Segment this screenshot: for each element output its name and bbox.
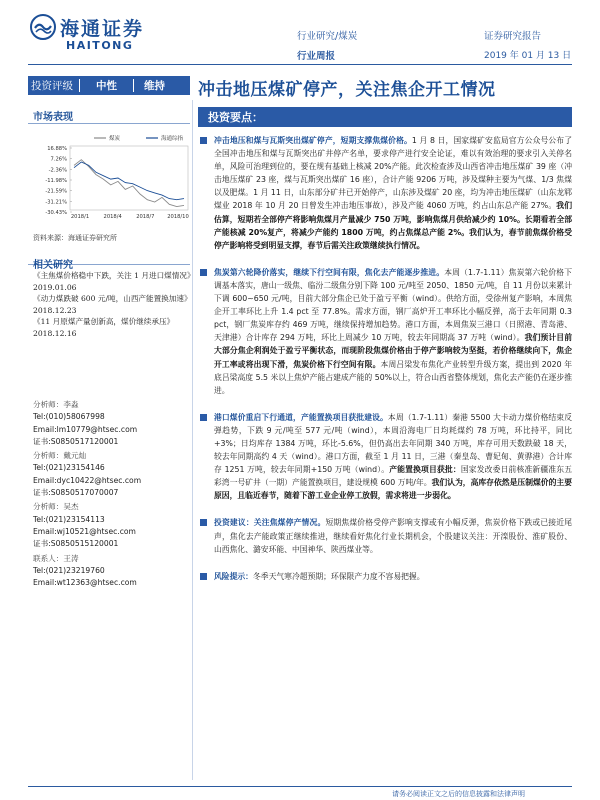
analyst-email[interactable]: Email:dyc10422@htsec.com xyxy=(33,475,142,485)
logo-english: HAITONG xyxy=(66,39,134,52)
rating-status: 维持 xyxy=(144,80,165,92)
key-point xyxy=(198,516,572,555)
analyst-name: 分析师：吴杰 xyxy=(33,502,79,512)
key-point xyxy=(198,134,572,252)
industry-category: 行业研究/煤炭 xyxy=(297,31,358,42)
square-bullet-icon xyxy=(200,573,207,580)
rating-label: 投资评级 xyxy=(31,80,73,92)
y-tick-label: -30.43% xyxy=(45,210,67,216)
chart-source: 资料来源：海通证券研究所 xyxy=(33,234,117,242)
analyst-cert: 证书:S0850517070007 xyxy=(33,488,119,498)
point-heading: 港口煤价重启下行通道，产能置换项目获批建设。 xyxy=(214,412,388,422)
point-key: 我们预计目前大部分焦企利润处于盈亏平衡状态，而现阶段焦煤价格由于停产影响较为坚挺，若价格继续向下，焦企开工率或将出现下滑，焦炭价格下行空间有限。 xyxy=(214,333,572,369)
point-body: 冬季天气寒冷超预期；环保限产力度不容易把握。 xyxy=(252,571,425,581)
analyst-tel: Tel:(010)58067998 xyxy=(33,412,105,422)
key-point xyxy=(198,570,572,583)
point-heading: 投资建议：关注焦煤停产情况。 xyxy=(214,518,326,528)
square-bullet-icon xyxy=(200,519,207,526)
header-divider xyxy=(28,64,572,65)
x-tick-label: 2018/1 xyxy=(70,214,90,220)
related-item[interactable]: 《动力煤跌破 600 元/吨，山西产能置换加速》2018.12.23 xyxy=(33,294,192,315)
report-date: 2019 年 01 月 13 日 xyxy=(484,51,572,61)
report-label: 证券研究报告 xyxy=(484,31,542,42)
chart-frame xyxy=(70,146,188,210)
key-points xyxy=(198,134,572,597)
point-tail: 本周吕梁发布焦化产业转型升级方案，提出到 2020 年底吕梁高度 5.5 米以上焦炉产能占建成产能的 50%以上，符合山西省整体规划，焦化去产能仍在逐步推进。 xyxy=(214,359,572,395)
legend-label: 海通综指 xyxy=(161,136,184,142)
square-bullet-icon xyxy=(200,414,207,421)
point-body: 本周（1.7-1.11）焦炭第六轮价格下调基本落实，唐山一级焦、临汾二级焦分别下降 100 元/吨至 2050、1850 元/吨，自 11 月份以来累计下调 600~650 元/吨，目前大部分焦企已处于盈亏平衡（wind）。供给方面，受徐州复产影响，本周焦企开工率环比上升 1.4 pct 至 77.8%。需求方面，钢厂高炉开工率环比小幅反弹，高于去年同期 0.3 pct，钢厂焦炭库存约 469 万吨，继续保持增加趋势。港口方面，本周焦炭三港口（日照港、青岛港、天津港）合计库存 294 万吨，环比上周减少 10 万吨，较去年同期高 37 万吨（wind）。 xyxy=(214,267,573,343)
y-tick-label: -2.36% xyxy=(48,167,67,174)
analyst-email[interactable]: Email:lm10779@htsec.com xyxy=(33,424,138,434)
analyst-tel: Tel:(021)23154113 xyxy=(33,514,105,524)
x-tick-label: 2018/7 xyxy=(136,214,155,220)
analyst-contacts xyxy=(33,399,193,591)
point-heading: 冲击地压和煤与瓦斯突出煤矿停产，短期支撑焦煤价格。 xyxy=(214,136,412,145)
haitong-logo-icon xyxy=(30,14,56,40)
analyst-block xyxy=(33,450,193,499)
key-point xyxy=(198,266,572,397)
report-header xyxy=(0,0,600,62)
key-points-header: 投资要点： xyxy=(198,107,572,127)
analyst-tel: Tel:(021)23154146 xyxy=(33,463,105,473)
key-point xyxy=(198,411,572,503)
analyst-block xyxy=(33,399,193,448)
point-heading: 焦炭第六轮降价落实，继续下行空间有限，焦化去产能逐步推进。 xyxy=(214,267,445,277)
point-heading: 风险提示： xyxy=(214,571,253,581)
related-item[interactable]: 《11 月原煤产量创新高，煤价继续承压》2018.12.16 xyxy=(33,317,175,338)
legend-label: 煤炭 xyxy=(109,136,121,142)
analyst-cert: 证书:S0850517120001 xyxy=(33,436,119,446)
y-tick-label: 7.26% xyxy=(50,156,67,163)
point-body: 本周（1.7-1.11）秦港 5500 大卡动力煤价格结束反弹趋势，下跌 9 元/吨至 577 元/吨（wind），本周沿海电厂日均耗煤约 78 万吨，环比持平，同比+3%；日均库存 1384 万吨，环比-5.6%，但仍高出去年同期 340 万吨，库存可用天数跌破 18 天，较去年同期高约 4 天（wind）。港口方面，截至 1 月 11 日，三港（秦皇岛、曹妃甸、黄骅港）合计库存 1251 万吨，较去年同期+150 万吨（wind）。 xyxy=(214,412,572,475)
y-tick-label: -31.21% xyxy=(45,199,67,206)
contact-name: 联系人：王涛 xyxy=(33,553,79,563)
related-research-list xyxy=(33,270,193,340)
market-chart-svg xyxy=(30,130,192,222)
market-divider xyxy=(28,123,190,124)
report-kind: 行业周报 xyxy=(297,51,336,62)
point-body: 1 月 8 日，国家煤矿安监局官方公众号公布了全国冲击地压和煤与瓦斯突出矿井停产名单，要求停产进行安全论证，难以有效治理的要求引入关停名单，风险可治理到位的，要在规有基础上核减 20%产能。此次检查涉及山西省冲击地压煤矿 39 座（冲击地压煤矿 23 座，煤与瓦斯突出煤矿 16 座），合计产能 9206 万吨，涉及煤种主要为气煤、1/3 焦煤以及肥煤。1 月 11 日，山东部分矿井已开始停产，山东涉及煤矿 20 座，均为冲击地压煤矿（山东龙郓煤业 2018 年 10 月 20 日曾发生冲击地压事故），涉及产能 4060 万吨，约占山东总产能 27%。 xyxy=(214,136,572,211)
y-tick-label: -21.59% xyxy=(45,188,67,195)
analyst-block xyxy=(33,553,193,590)
x-tick-label: 2018/10 xyxy=(167,214,189,220)
point-key: 我们认为，高库存依然是压制煤价的主要原因，且临近春节，随着下游工业企业停工放假，需求将进一步弱化。 xyxy=(214,478,573,501)
logo-chinese: 海通证券 xyxy=(60,18,145,40)
haitong-logo xyxy=(30,14,160,54)
analyst-cert: 证书:S0850515120001 xyxy=(33,539,119,549)
analyst-email[interactable]: Email:wt12363@htsec.com xyxy=(33,578,137,588)
point-tail: 国家发改委日前核准新疆准东五彩湾一号矿井（一期）产能置换项目，建设规模 600 万吨/年。 xyxy=(214,465,573,488)
analyst-name: 分析师：戴元灿 xyxy=(33,451,87,461)
point-key: 我们估算，短期若全部停产将影响焦煤月产量减少 750 万吨，影响焦煤月供给减少约 10%。长期看若全部产能核减 20%复产，将减少产能约 1800 万吨，约占焦煤总产能 2%。我们认为，春节前焦煤价格受停产影响将受到明显支撑，春节后需关注政策继续执行情况。 xyxy=(214,201,573,250)
footer-divider xyxy=(28,786,572,787)
analyst-name: 分析师：李淼 xyxy=(33,400,79,409)
related-research-label: 相关研究 xyxy=(33,260,73,271)
analyst-email[interactable]: Email:wj10521@htsec.com xyxy=(33,526,136,536)
square-bullet-icon xyxy=(200,269,207,276)
point-key: 产能置换项目获批： xyxy=(389,465,461,475)
series-line-composite xyxy=(74,162,184,200)
y-tick-label: 16.88% xyxy=(47,146,67,152)
point-body: 短期焦煤价格受停产影响支撑或有小幅反弹，焦炭价格下跌或已接近尾声，焦化去产能政策正继续推进，继续看好焦化行业长期机会，个股建议关注：开滦股份、淮矿股份、山西焦化、潞安环能、中国神华、陕西煤业等。 xyxy=(214,518,573,554)
analyst-tel: Tel:(021)23219760 xyxy=(33,565,105,575)
footer-disclaimer: 请务必阅读正文之后的信息披露和法律声明 xyxy=(392,790,525,798)
analyst-block xyxy=(33,501,193,550)
report-title: 冲击地压煤矿停产，关注焦企开工情况 xyxy=(198,80,496,100)
page-footer xyxy=(0,786,600,800)
y-tick-label: -11.98% xyxy=(45,178,67,184)
rating-value: 中性 xyxy=(96,80,117,92)
related-item[interactable]: 《主焦煤价格稳中下跌，关注 1 月进口煤情况》2019.01.06 xyxy=(33,271,191,292)
x-tick-label: 2018/4 xyxy=(103,214,122,220)
market-chart xyxy=(30,130,192,222)
rating-bar xyxy=(28,76,190,95)
market-performance-label: 市场表现 xyxy=(33,112,73,123)
square-bullet-icon xyxy=(200,137,207,144)
column-divider xyxy=(192,100,193,780)
